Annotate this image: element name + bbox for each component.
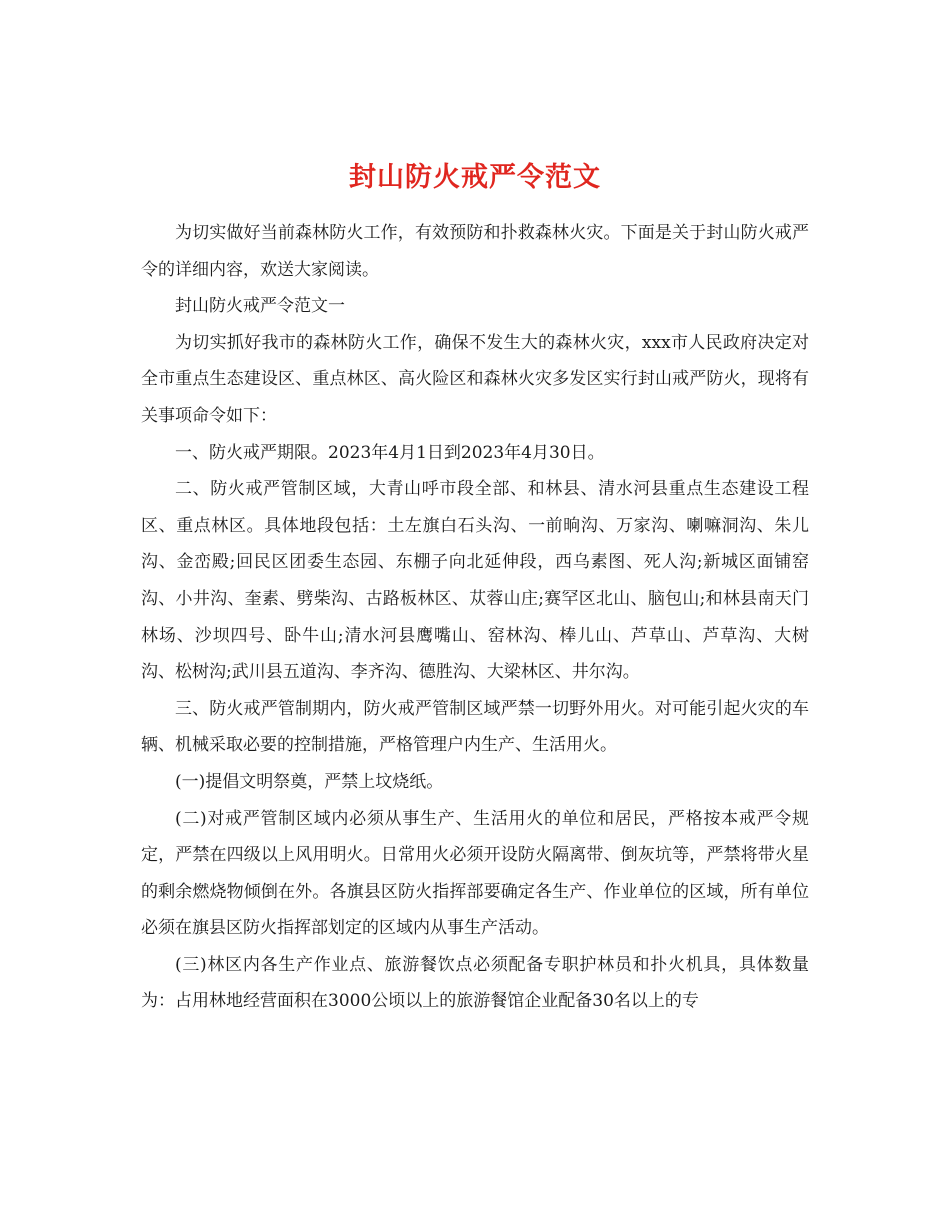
paragraph-subitem-1: (一)提倡文明祭奠，严禁上坟烧纸。 [175,771,444,792]
paragraph-item-2: 二、防火戒严管制区域，大青山呼市段全部、和林县、清水河县重点生态建设工程区、重点林区。具体地段包括：土左旗白石头沟、一前晌沟、万家沟、喇嘛洞沟、朱儿沟、金峦殿;回民区团委生态园、东棚子向北延伸段，西乌素图、死人沟;新城区面铺窑沟、小井沟、奎素、劈柴沟、古路板林区、苁蓉山庄;赛罕区北山、脑包山;和林县南天门林场、沙坝四号、卧牛山;清水河县鹰嘴山、窑林沟、棒儿山、芦草山、芦草沟、大树沟、松树沟;武川县五道沟、李齐沟、德胜沟、大梁林区、井尔沟。 [141,479,809,683]
paragraph-intro: 为切实做好当前森林防火工作，有效预防和扑救森林火灾。下面是关于封山防火戒严令的详细内容，欢送大家阅读。 [141,223,809,280]
paragraph-subitem-3: (三)林区内各生产作业点、旅游餐饮点必须配备专职护林员和扑火机具，具体数量为：占用林地经营面积在3000公顷以上的旅游餐馆企业配备30名以上的专 [141,954,809,1012]
section-heading: 封山防火戒严令范文一 [175,296,345,317]
paragraph-decree-intro: 为切实抓好我市的森林防火工作，确保不发生大的森林火灾，xxx市人民政府决定对全市重点生态建设区、重点林区、高火险区和森林火灾多发区实行封山戒严防火，现将有关事项命令如下： [141,332,809,426]
document-title: 封山防火戒严令范文 [349,162,601,194]
paragraph-item-3: 三、防火戒严管制期内，防火戒严管制区域严禁一切野外用火。对可能引起火灾的车辆、机械采取必要的控制措施，严格管理户内生产、生活用火。 [141,698,809,756]
document-body [141,215,809,1020]
paragraph-subitem-2: (二)对戒严管制区域内必须从事生产、生活用火的单位和居民，严格按本戒严令规定，严禁在四级以上风用明火。日常用火必须开设防火隔离带、倒灰坑等，严禁将带火星的剩余燃烧物倾倒在外。各旗县区防火指挥部要确定各生产、作业单位的区域，所有单位必须在旗县区防火指挥部划定的区域内从事生产活动。 [141,808,809,939]
paragraph-item-1: 一、防火戒严期限。2023年4月1日到2023年4月30日。 [175,442,605,463]
